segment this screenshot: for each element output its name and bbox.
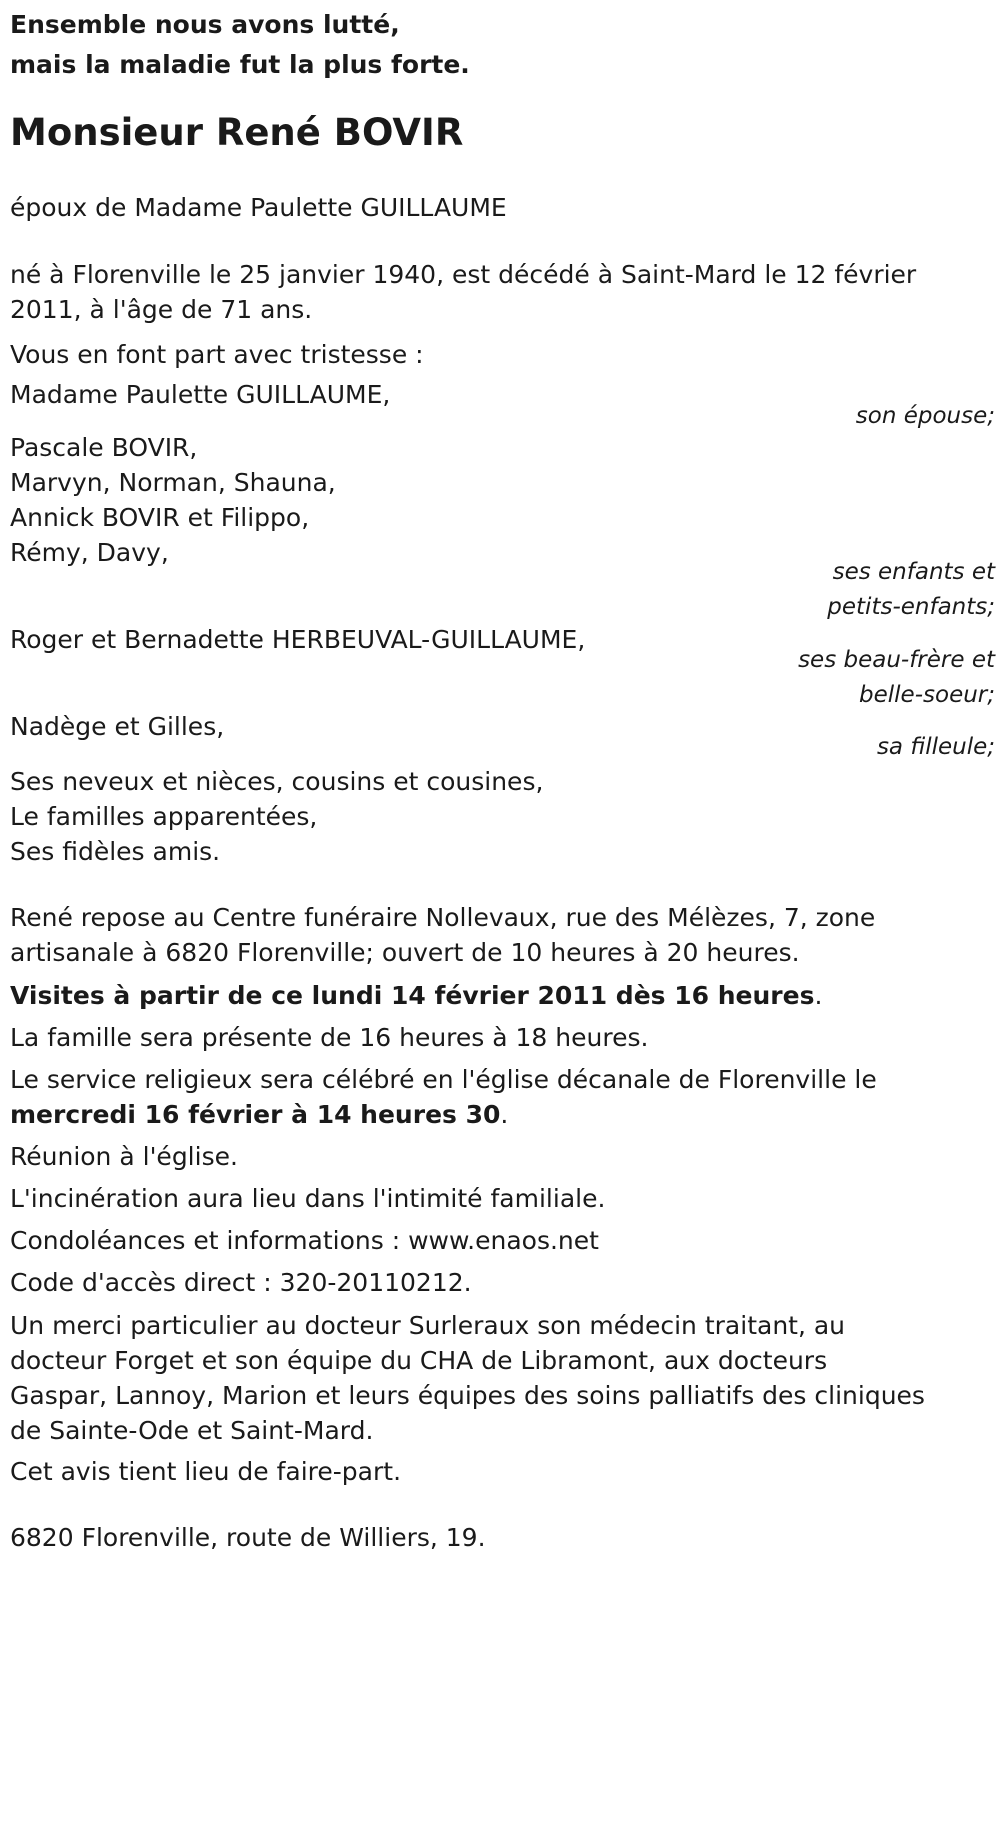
visits-end: . — [814, 981, 823, 1010]
family-others-2: Le familles apparentées, — [10, 802, 318, 831]
incineration: L'incinération aura lieu dans l'intimité familiale. — [10, 1184, 606, 1213]
birth-line-2: 2011, à l'âge de 71 ans. — [10, 295, 313, 324]
condolences: Condoléances et informations : www.enaos.net — [10, 1226, 599, 1255]
family-others-1: Ses neveux et nièces, cousins et cousines, — [10, 767, 544, 796]
family-child-1: Pascale BOVIR, — [10, 433, 198, 462]
family-present: La famille sera présente de 16 heures à 18 heures. — [10, 1023, 649, 1052]
family-goddaughter-role: sa filleule; — [876, 734, 995, 760]
deceased-name: Monsieur René BOVIR — [10, 111, 464, 154]
thanks-line-3: Gaspar, Lannoy, Marion et leurs équipes des soins palliatifs des cliniques — [10, 1381, 925, 1410]
reunion: Réunion à l'église. — [10, 1142, 238, 1171]
repose-line-2: artisanale à 6820 Florenville; ouvert de 10 heures à 20 heures. — [10, 938, 800, 967]
thanks-line-1: Un merci particulier au docteur Surleraux son médecin traitant, au — [10, 1311, 846, 1340]
repose-line-1: René repose au Centre funéraire Nollevaux, rue des Mélèzes, 7, zone — [10, 903, 876, 932]
family-children-role-2: petits-enfants; — [827, 594, 995, 620]
visits-bold: Visites à partir de ce lundi 14 février 2011 dès 16 heures — [10, 981, 815, 1010]
access-code: Code d'accès direct : 320-20110212. — [10, 1268, 472, 1297]
address: 6820 Florenville, route de Williers, 19. — [10, 1523, 486, 1552]
notice: Cet avis tient lieu de faire-part. — [10, 1457, 402, 1486]
family-inlaws-role-2: belle-soeur; — [859, 682, 995, 708]
family-spouse: Madame Paulette GUILLAUME, — [10, 380, 391, 409]
family-child-2: Marvyn, Norman, Shauna, — [10, 468, 336, 497]
thanks-line-4: de Sainte-Ode et Saint-Mard. — [10, 1416, 374, 1445]
spouse-line: époux de Madame Paulette GUILLAUME — [10, 193, 507, 222]
epigraph-line-2: mais la maladie fut la plus forte. — [10, 50, 470, 79]
family-inlaws: Roger et Bernadette HERBEUVAL-GUILLAUME, — [10, 625, 586, 654]
family-child-3: Annick BOVIR et Filippo, — [10, 503, 310, 532]
service-end: . — [500, 1100, 509, 1129]
birth-line-1: né à Florenville le 25 janvier 1940, est décédé à Saint-Mard le 12 février — [10, 260, 917, 289]
epigraph-line-1: Ensemble nous avons lutté, — [10, 10, 400, 39]
family-others-3: Ses fidèles amis. — [10, 837, 221, 866]
family-child-4: Rémy, Davy, — [10, 538, 169, 567]
visits-line — [10, 976, 822, 1016]
announcement: Vous en font part avec tristesse : — [10, 340, 424, 369]
family-inlaws-role-1: ses beau-frère et — [798, 647, 995, 673]
thanks-line-2: docteur Forget et son équipe du CHA de Libramont, aux docteurs — [10, 1346, 828, 1375]
service-line-1: Le service religieux sera célébré en l'église décanale de Florenville le — [10, 1065, 877, 1094]
family-children-role-1: ses enfants et — [832, 559, 995, 585]
family-spouse-role: son épouse; — [855, 403, 995, 429]
family-goddaughter: Nadège et Gilles, — [10, 712, 225, 741]
service-line-2 — [10, 1095, 508, 1135]
service-bold: mercredi 16 février à 14 heures 30 — [10, 1100, 501, 1129]
